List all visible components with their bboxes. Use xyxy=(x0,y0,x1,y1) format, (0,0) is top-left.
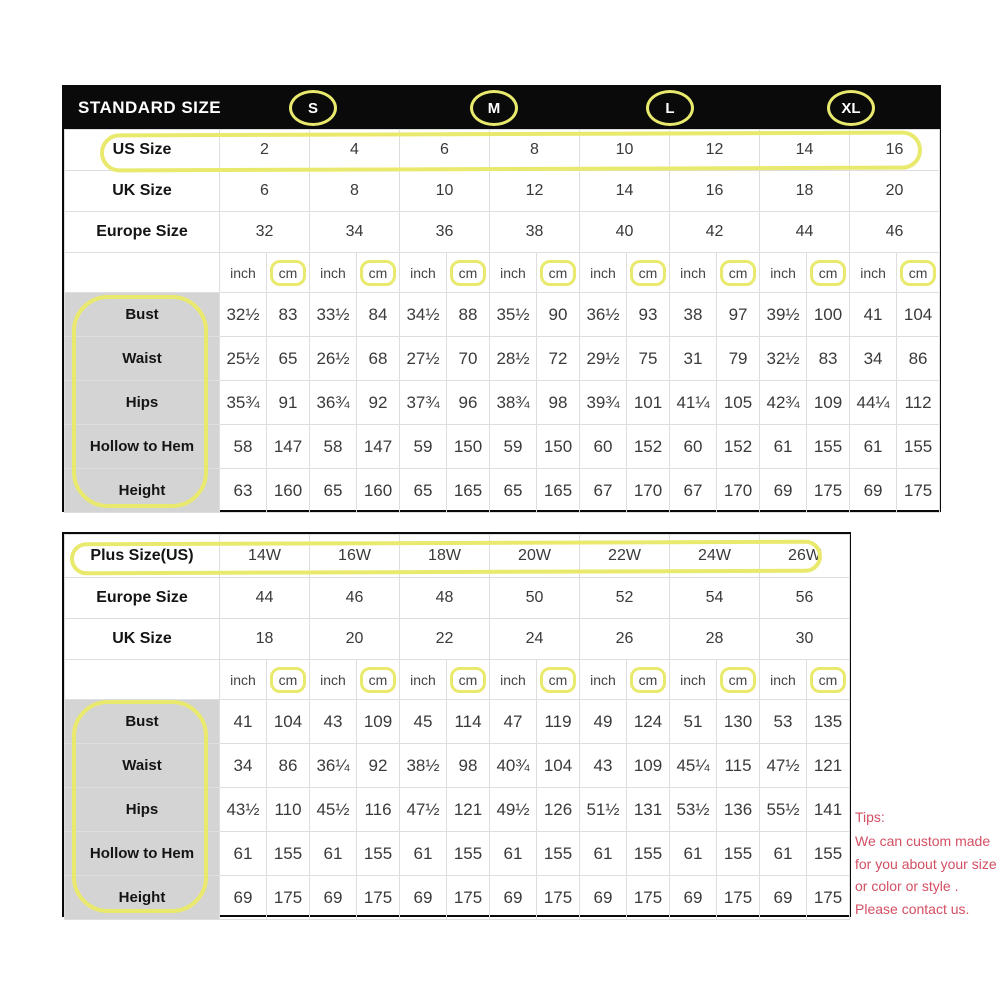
inch-value-cell: 69 xyxy=(670,876,717,920)
inch-value-cell: 27½ xyxy=(400,337,447,381)
measurement-label: Hollow to Hem xyxy=(65,425,220,469)
inch-value-cell: 69 xyxy=(220,876,267,920)
size-l-label: L xyxy=(665,99,675,117)
cm-value-cell: 141 xyxy=(807,788,850,832)
inch-value-cell: 43 xyxy=(580,744,627,788)
cm-value-cell: 79 xyxy=(717,337,760,381)
size-value-cell: 16W xyxy=(310,535,400,578)
inch-value-cell: 36½ xyxy=(580,293,627,337)
size-value-cell: 24W xyxy=(670,535,760,578)
cm-value-cell: 110 xyxy=(267,788,310,832)
inch-value-cell: 32½ xyxy=(760,337,807,381)
measurement-label: Bust xyxy=(65,700,220,744)
inch-value-cell: 36¾ xyxy=(310,381,357,425)
inch-value-cell: 28½ xyxy=(490,337,537,381)
size-value-cell: 52 xyxy=(580,578,670,619)
cm-value-cell: 92 xyxy=(357,381,400,425)
inch-value-cell: 69 xyxy=(580,876,627,920)
inch-value-cell: 43½ xyxy=(220,788,267,832)
cm-value-cell: 121 xyxy=(807,744,850,788)
cm-highlight-annotation: cm xyxy=(720,667,757,693)
cm-value-cell: 175 xyxy=(357,876,400,920)
inch-unit-cell: inch xyxy=(220,660,267,700)
cm-highlight-annotation: cm xyxy=(270,667,307,693)
cm-highlight-annotation: cm xyxy=(360,260,397,286)
size-value-cell: 46 xyxy=(310,578,400,619)
cm-value-cell: 116 xyxy=(357,788,400,832)
inch-value-cell: 45¼ xyxy=(670,744,717,788)
cm-value-cell: 150 xyxy=(447,425,490,469)
cm-highlight-annotation: cm xyxy=(810,667,847,693)
inch-value-cell: 49½ xyxy=(490,788,537,832)
cm-value-cell: 75 xyxy=(627,337,670,381)
measurement-row xyxy=(65,425,940,469)
size-value-cell: 12 xyxy=(670,130,760,171)
measurement-label: Bust xyxy=(65,293,220,337)
inch-value-cell: 38½ xyxy=(400,744,447,788)
cm-value-cell: 83 xyxy=(807,337,850,381)
inch-value-cell: 67 xyxy=(580,469,627,513)
cm-value-cell: 160 xyxy=(267,469,310,513)
size-value-cell: 34 xyxy=(310,212,400,253)
cm-value-cell: 72 xyxy=(537,337,580,381)
inch-value-cell: 41 xyxy=(850,293,897,337)
cm-value-cell: 119 xyxy=(537,700,580,744)
inch-value-cell: 59 xyxy=(400,425,447,469)
cm-highlight-annotation: cm xyxy=(270,260,307,286)
size-row xyxy=(65,171,940,212)
size-value-cell: 48 xyxy=(400,578,490,619)
inch-value-cell: 32½ xyxy=(220,293,267,337)
inch-value-cell: 65 xyxy=(490,469,537,513)
inch-value-cell: 43 xyxy=(310,700,357,744)
cm-value-cell: 155 xyxy=(807,425,850,469)
measurement-row xyxy=(65,381,940,425)
size-value-cell: 44 xyxy=(220,578,310,619)
measurement-label: Hollow to Hem xyxy=(65,832,220,876)
size-value-cell: 10 xyxy=(580,130,670,171)
cm-unit-cell xyxy=(357,660,400,700)
inch-unit-cell: inch xyxy=(310,660,357,700)
inch-value-cell: 51 xyxy=(670,700,717,744)
cm-value-cell: 101 xyxy=(627,381,670,425)
size-value-cell: 14 xyxy=(760,130,850,171)
cm-value-cell: 155 xyxy=(897,425,940,469)
inch-value-cell: 61 xyxy=(310,832,357,876)
cm-value-cell: 68 xyxy=(357,337,400,381)
cm-value-cell: 84 xyxy=(357,293,400,337)
cm-value-cell: 147 xyxy=(357,425,400,469)
cm-value-cell: 170 xyxy=(717,469,760,513)
size-value-cell: 4 xyxy=(310,130,400,171)
cm-value-cell: 104 xyxy=(897,293,940,337)
measurement-row xyxy=(65,293,940,337)
inch-value-cell: 34 xyxy=(850,337,897,381)
cm-value-cell: 155 xyxy=(807,832,850,876)
cm-value-cell: 155 xyxy=(627,832,670,876)
cm-value-cell: 126 xyxy=(537,788,580,832)
cm-highlight-annotation: cm xyxy=(630,667,667,693)
cm-value-cell: 100 xyxy=(807,293,850,337)
inch-value-cell: 44¼ xyxy=(850,381,897,425)
size-row xyxy=(65,130,940,171)
cm-value-cell: 175 xyxy=(897,469,940,513)
inch-unit-cell: inch xyxy=(220,253,267,293)
size-value-cell: 2 xyxy=(220,130,310,171)
inch-value-cell: 67 xyxy=(670,469,717,513)
inch-value-cell: 38¾ xyxy=(490,381,537,425)
cm-value-cell: 147 xyxy=(267,425,310,469)
inch-value-cell: 29½ xyxy=(580,337,627,381)
unit-row xyxy=(65,253,940,293)
cm-value-cell: 150 xyxy=(537,425,580,469)
plus-size-grid xyxy=(64,534,849,920)
cm-unit-cell xyxy=(447,253,490,293)
unit-row xyxy=(65,660,850,700)
cm-highlight-annotation: cm xyxy=(810,260,847,286)
cm-highlight-annotation: cm xyxy=(720,260,757,286)
inch-value-cell: 61 xyxy=(670,832,717,876)
inch-value-cell: 35¾ xyxy=(220,381,267,425)
size-value-cell: 16 xyxy=(670,171,760,212)
size-value-cell: 40 xyxy=(580,212,670,253)
inch-value-cell: 61 xyxy=(760,832,807,876)
size-value-cell: 26 xyxy=(580,619,670,660)
size-value-cell: 8 xyxy=(490,130,580,171)
size-value-cell: 20 xyxy=(310,619,400,660)
size-value-cell: 10 xyxy=(400,171,490,212)
cm-unit-cell xyxy=(267,253,310,293)
inch-unit-cell: inch xyxy=(760,660,807,700)
size-value-cell: 14W xyxy=(220,535,310,578)
size-value-cell: 30 xyxy=(760,619,850,660)
cm-value-cell: 109 xyxy=(627,744,670,788)
size-value-cell: 28 xyxy=(670,619,760,660)
size-value-cell: 22W xyxy=(580,535,670,578)
cm-value-cell: 98 xyxy=(447,744,490,788)
size-value-cell: 46 xyxy=(850,212,940,253)
size-s-label: S xyxy=(307,99,318,117)
inch-value-cell: 58 xyxy=(310,425,357,469)
row-label: UK Size xyxy=(65,171,220,212)
cm-value-cell: 115 xyxy=(717,744,760,788)
size-value-cell: 24 xyxy=(490,619,580,660)
inch-value-cell: 47½ xyxy=(400,788,447,832)
cm-value-cell: 155 xyxy=(537,832,580,876)
inch-value-cell: 47½ xyxy=(760,744,807,788)
size-value-cell: 8 xyxy=(310,171,400,212)
inch-value-cell: 65 xyxy=(400,469,447,513)
inch-value-cell: 47 xyxy=(490,700,537,744)
inch-value-cell: 40¾ xyxy=(490,744,537,788)
cm-value-cell: 112 xyxy=(897,381,940,425)
inch-unit-cell: inch xyxy=(490,253,537,293)
inch-value-cell: 69 xyxy=(400,876,447,920)
inch-value-cell: 41¼ xyxy=(670,381,717,425)
inch-unit-cell: inch xyxy=(580,253,627,293)
cm-unit-cell xyxy=(807,253,850,293)
size-value-cell: 26W xyxy=(760,535,850,578)
inch-value-cell: 31 xyxy=(670,337,717,381)
size-value-cell: 20 xyxy=(850,171,940,212)
cm-highlight-annotation: cm xyxy=(450,667,487,693)
inch-value-cell: 69 xyxy=(310,876,357,920)
measurement-label: Waist xyxy=(65,744,220,788)
inch-value-cell: 34½ xyxy=(400,293,447,337)
cm-value-cell: 86 xyxy=(267,744,310,788)
inch-value-cell: 61 xyxy=(580,832,627,876)
measurement-label: Height xyxy=(65,469,220,513)
inch-value-cell: 25½ xyxy=(220,337,267,381)
cm-value-cell: 160 xyxy=(357,469,400,513)
inch-value-cell: 45 xyxy=(400,700,447,744)
cm-value-cell: 175 xyxy=(807,876,850,920)
cm-unit-cell xyxy=(627,660,670,700)
cm-value-cell: 91 xyxy=(267,381,310,425)
size-s-circle-annotation xyxy=(289,90,337,126)
inch-value-cell: 35½ xyxy=(490,293,537,337)
cm-value-cell: 131 xyxy=(627,788,670,832)
cm-unit-cell xyxy=(717,660,760,700)
inch-value-cell: 36¼ xyxy=(310,744,357,788)
cm-value-cell: 155 xyxy=(717,832,760,876)
size-value-cell: 50 xyxy=(490,578,580,619)
cm-value-cell: 152 xyxy=(627,425,670,469)
size-xl-label: XL xyxy=(841,99,861,117)
cm-value-cell: 93 xyxy=(627,293,670,337)
inch-unit-cell: inch xyxy=(310,253,357,293)
cm-highlight-annotation: cm xyxy=(360,667,397,693)
standard-size-table xyxy=(62,85,941,512)
inch-value-cell: 69 xyxy=(760,876,807,920)
size-row xyxy=(65,578,850,619)
inch-value-cell: 61 xyxy=(850,425,897,469)
inch-unit-cell: inch xyxy=(490,660,537,700)
size-value-cell: 44 xyxy=(760,212,850,253)
measurement-row xyxy=(65,469,940,513)
cm-unit-cell xyxy=(627,253,670,293)
row-label: Plus Size(US) xyxy=(65,535,220,578)
cm-highlight-annotation: cm xyxy=(630,260,667,286)
row-label: US Size xyxy=(65,130,220,171)
cm-value-cell: 124 xyxy=(627,700,670,744)
cm-value-cell: 130 xyxy=(717,700,760,744)
standard-size-header-bar xyxy=(64,87,939,129)
inch-value-cell: 26½ xyxy=(310,337,357,381)
tips-line: or color or style . xyxy=(855,878,959,895)
cm-value-cell: 96 xyxy=(447,381,490,425)
cm-value-cell: 65 xyxy=(267,337,310,381)
cm-highlight-annotation: cm xyxy=(900,260,937,286)
row-label: Europe Size xyxy=(65,212,220,253)
inch-value-cell: 61 xyxy=(760,425,807,469)
cm-value-cell: 88 xyxy=(447,293,490,337)
tips-line: Please contact us. xyxy=(855,900,970,917)
cm-value-cell: 136 xyxy=(717,788,760,832)
inch-value-cell: 45½ xyxy=(310,788,357,832)
cm-value-cell: 83 xyxy=(267,293,310,337)
unit-row-empty-label xyxy=(65,660,220,700)
cm-value-cell: 98 xyxy=(537,381,580,425)
inch-value-cell: 55½ xyxy=(760,788,807,832)
cm-value-cell: 152 xyxy=(717,425,760,469)
row-label: Europe Size xyxy=(65,578,220,619)
size-value-cell: 20W xyxy=(490,535,580,578)
inch-unit-cell: inch xyxy=(850,253,897,293)
cm-highlight-annotation: cm xyxy=(540,667,577,693)
inch-value-cell: 53½ xyxy=(670,788,717,832)
tips-line: We can custom made xyxy=(855,833,991,850)
cm-value-cell: 175 xyxy=(717,876,760,920)
cm-value-cell: 97 xyxy=(717,293,760,337)
measurement-row xyxy=(65,744,850,788)
cm-value-cell: 104 xyxy=(537,744,580,788)
standard-size-title: STANDARD SIZE xyxy=(78,98,222,117)
inch-unit-cell: inch xyxy=(580,660,627,700)
cm-value-cell: 90 xyxy=(537,293,580,337)
custom-order-tips-note xyxy=(855,806,1000,920)
size-value-cell: 22 xyxy=(400,619,490,660)
measurement-row xyxy=(65,788,850,832)
inch-value-cell: 60 xyxy=(670,425,717,469)
cm-value-cell: 155 xyxy=(267,832,310,876)
row-label: UK Size xyxy=(65,619,220,660)
size-row xyxy=(65,212,940,253)
cm-value-cell: 175 xyxy=(537,876,580,920)
cm-value-cell: 104 xyxy=(267,700,310,744)
size-value-cell: 56 xyxy=(760,578,850,619)
size-l-circle-annotation xyxy=(646,90,694,126)
size-value-cell: 36 xyxy=(400,212,490,253)
inch-value-cell: 61 xyxy=(220,832,267,876)
inch-value-cell: 65 xyxy=(310,469,357,513)
cm-highlight-annotation: cm xyxy=(450,260,487,286)
inch-value-cell: 39½ xyxy=(760,293,807,337)
cm-value-cell: 92 xyxy=(357,744,400,788)
measurement-row xyxy=(65,832,850,876)
inch-value-cell: 60 xyxy=(580,425,627,469)
inch-value-cell: 39¾ xyxy=(580,381,627,425)
inch-value-cell: 53 xyxy=(760,700,807,744)
measurement-row xyxy=(65,876,850,920)
standard-size-grid xyxy=(64,129,939,513)
size-xl-circle-annotation xyxy=(827,90,875,126)
size-value-cell: 16 xyxy=(850,130,940,171)
inch-value-cell: 49 xyxy=(580,700,627,744)
measurement-label: Hips xyxy=(65,788,220,832)
cm-value-cell: 175 xyxy=(267,876,310,920)
cm-value-cell: 86 xyxy=(897,337,940,381)
unit-row-empty-label xyxy=(65,253,220,293)
inch-value-cell: 58 xyxy=(220,425,267,469)
size-value-cell: 38 xyxy=(490,212,580,253)
size-value-cell: 32 xyxy=(220,212,310,253)
size-value-cell: 12 xyxy=(490,171,580,212)
inch-value-cell: 41 xyxy=(220,700,267,744)
cm-value-cell: 175 xyxy=(627,876,670,920)
inch-value-cell: 42¾ xyxy=(760,381,807,425)
plus-size-table xyxy=(62,532,851,917)
tips-heading: Tips: xyxy=(855,809,885,825)
size-m-circle-annotation xyxy=(470,90,518,126)
cm-unit-cell xyxy=(807,660,850,700)
inch-value-cell: 38 xyxy=(670,293,717,337)
cm-value-cell: 175 xyxy=(447,876,490,920)
cm-unit-cell xyxy=(897,253,940,293)
measurement-label: Hips xyxy=(65,381,220,425)
cm-highlight-annotation: cm xyxy=(540,260,577,286)
cm-unit-cell xyxy=(447,660,490,700)
inch-unit-cell: inch xyxy=(400,253,447,293)
cm-value-cell: 155 xyxy=(357,832,400,876)
cm-unit-cell xyxy=(357,253,400,293)
size-value-cell: 6 xyxy=(220,171,310,212)
inch-unit-cell: inch xyxy=(670,660,717,700)
inch-value-cell: 69 xyxy=(850,469,897,513)
size-row xyxy=(65,535,850,578)
inch-value-cell: 51½ xyxy=(580,788,627,832)
cm-unit-cell xyxy=(717,253,760,293)
inch-unit-cell: inch xyxy=(670,253,717,293)
cm-value-cell: 155 xyxy=(447,832,490,876)
size-value-cell: 42 xyxy=(670,212,760,253)
measurement-label: Waist xyxy=(65,337,220,381)
cm-value-cell: 170 xyxy=(627,469,670,513)
inch-value-cell: 61 xyxy=(400,832,447,876)
size-value-cell: 6 xyxy=(400,130,490,171)
measurement-row xyxy=(65,337,940,381)
cm-unit-cell xyxy=(537,660,580,700)
cm-value-cell: 109 xyxy=(807,381,850,425)
size-value-cell: 18W xyxy=(400,535,490,578)
inch-value-cell: 37¾ xyxy=(400,381,447,425)
cm-value-cell: 114 xyxy=(447,700,490,744)
inch-unit-cell: inch xyxy=(760,253,807,293)
inch-unit-cell: inch xyxy=(400,660,447,700)
cm-value-cell: 70 xyxy=(447,337,490,381)
size-value-cell: 54 xyxy=(670,578,760,619)
inch-value-cell: 63 xyxy=(220,469,267,513)
tips-line: for you about your size xyxy=(855,855,997,872)
size-row xyxy=(65,619,850,660)
size-value-cell: 18 xyxy=(220,619,310,660)
measurement-label: Height xyxy=(65,876,220,920)
inch-value-cell: 34 xyxy=(220,744,267,788)
size-value-cell: 18 xyxy=(760,171,850,212)
cm-value-cell: 121 xyxy=(447,788,490,832)
cm-value-cell: 175 xyxy=(807,469,850,513)
cm-value-cell: 109 xyxy=(357,700,400,744)
inch-value-cell: 61 xyxy=(490,832,537,876)
inch-value-cell: 69 xyxy=(760,469,807,513)
inch-value-cell: 33½ xyxy=(310,293,357,337)
cm-value-cell: 165 xyxy=(447,469,490,513)
inch-value-cell: 69 xyxy=(490,876,537,920)
cm-value-cell: 165 xyxy=(537,469,580,513)
measurement-row xyxy=(65,700,850,744)
cm-unit-cell xyxy=(537,253,580,293)
size-m-label: M xyxy=(487,99,501,117)
inch-value-cell: 59 xyxy=(490,425,537,469)
size-value-cell: 14 xyxy=(580,171,670,212)
cm-value-cell: 105 xyxy=(717,381,760,425)
cm-value-cell: 135 xyxy=(807,700,850,744)
cm-unit-cell xyxy=(267,660,310,700)
